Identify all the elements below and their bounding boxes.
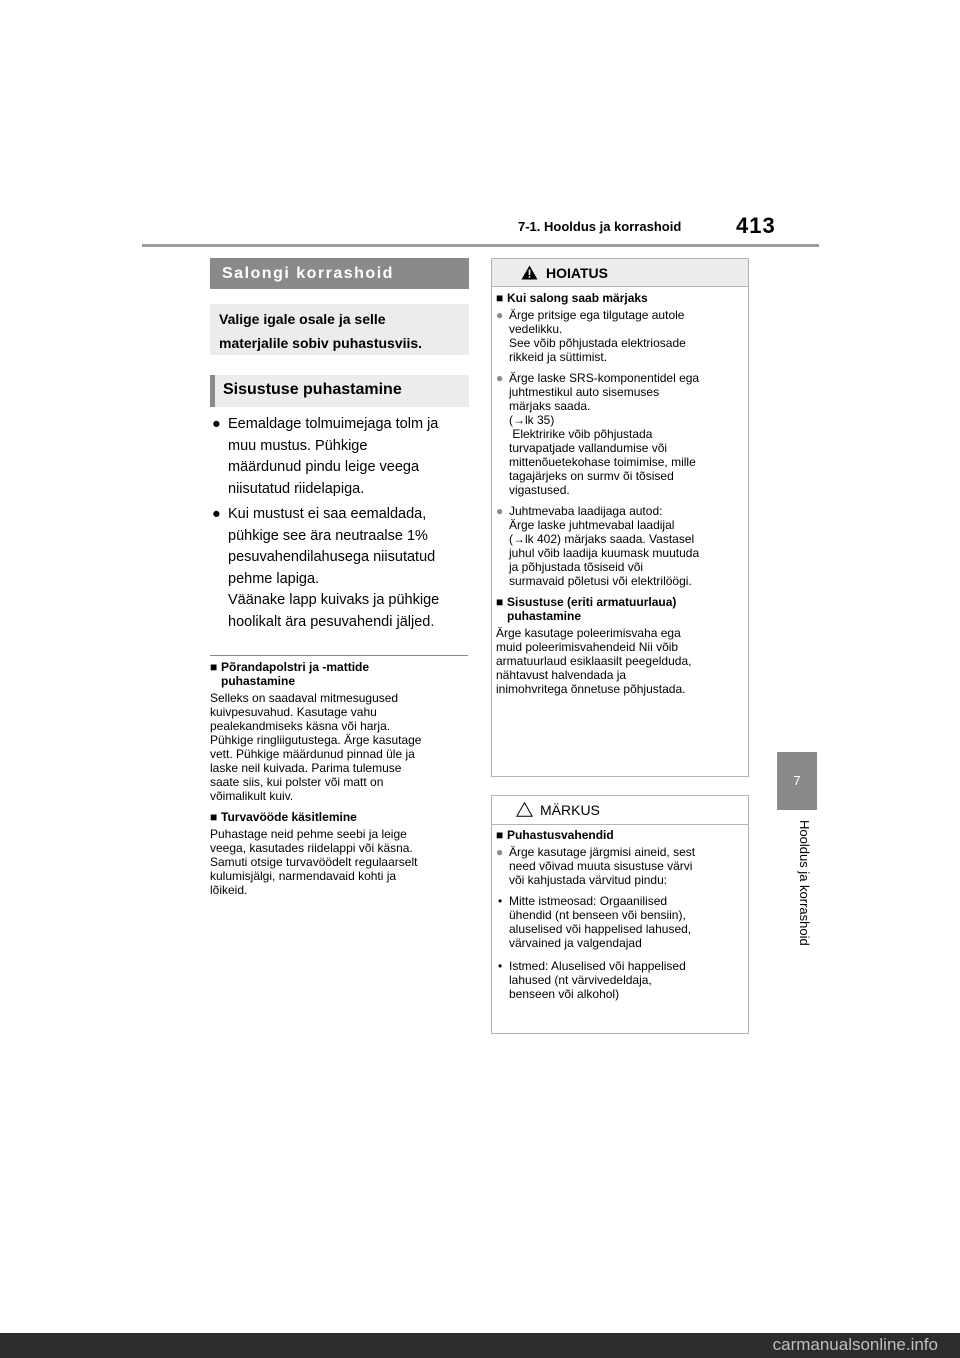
warning-line: See võib põhjustada elektriosade: [509, 336, 686, 350]
warning-line: surmavaid põletusi või elektrilöögi.: [509, 574, 692, 588]
warning-heading: [496, 595, 746, 623]
warning-line: juhtmestikul auto sisemuses: [509, 385, 660, 399]
bullet-list: [210, 414, 472, 637]
notice-item: [496, 845, 746, 887]
square-bullet-icon: ■: [496, 595, 504, 609]
note-line: lõikeid.: [210, 883, 248, 897]
square-bullet-icon: ■: [210, 810, 218, 824]
bullet-line: pesuvahendilahusega niisutatud: [228, 549, 436, 565]
bullet-line: Väänake lapp kuivaks ja pühkige: [228, 592, 440, 608]
notice-subitem: [496, 959, 746, 1001]
warning-line: (→lk 402) märjaks saada. Vastasel: [509, 532, 695, 546]
note-line: laske neil kuivada. Parima tulemuse: [210, 761, 402, 775]
warning-line: nähtavust halvendada ja: [496, 668, 627, 682]
notice-subitem: [496, 894, 746, 950]
warning-line: mittenõuetekohase toimimise, mille: [509, 455, 696, 469]
bullet-line: Kui mustust ei saa eemaldada,: [228, 506, 427, 522]
intro-box: [210, 304, 469, 355]
warning-paragraph: [496, 626, 746, 696]
note-body: [210, 691, 470, 803]
notice-line: ühendid (nt benseen või bensiin),: [509, 908, 686, 922]
note-line: Selleks on saadaval mitmesugused: [210, 691, 399, 705]
warning-line: Ärge kasutage poleerimisvaha ega: [496, 626, 681, 640]
note-line: võimalikult kuiv.: [210, 789, 294, 803]
section-header: 7-1. Hooldus ja korrashoid: [518, 219, 682, 234]
footer-watermark[interactable]: carmanualsonline.info: [772, 1335, 938, 1354]
notice-line: need võivad muuta sisustuse värvi: [509, 859, 693, 873]
warning-title-bar: [491, 258, 749, 287]
footer-bar: [0, 1333, 960, 1358]
subsection-title: Sisustuse puhastamine: [210, 375, 469, 407]
note-heading-line: puhastamine: [221, 674, 296, 688]
notice-heading: [496, 828, 746, 842]
notice-line: lahused (nt värvivedeldaja,: [509, 973, 652, 987]
warning-line: rikkeid ja süttimist.: [509, 350, 608, 364]
note-line: saate siis, kui polster või matt on: [210, 775, 384, 789]
note-heading-line: Turvavööde käsitlemine: [221, 810, 357, 824]
warning-item: [496, 504, 746, 588]
circle-bullet-icon: ●: [496, 504, 504, 518]
bullet-line: pehme lapiga.: [228, 570, 320, 587]
warning-line: Elektririke võib põhjustada: [509, 427, 653, 441]
note-line: pealekandmiseks käsna või harja.: [210, 719, 391, 733]
bullet-line: Eemaldage tolmuimejaga tolm ja: [228, 416, 439, 432]
warning-heading-line: Sisustuse (eriti armatuurlaua): [507, 595, 677, 609]
bullet-line: määrdunud pindu leige veega: [228, 459, 420, 475]
chapter-tab-label: [777, 820, 817, 980]
warning-heading-line: puhastamine: [507, 609, 582, 623]
warning-line: Juhtmevaba laadijaga autod:: [509, 504, 663, 518]
warning-line: inimohvritega õnnetuse põhjustada.: [496, 682, 686, 696]
square-bullet-icon: ■: [210, 660, 218, 674]
bullet-line: niisutatud riidelapiga.: [228, 480, 365, 497]
square-bullet-icon: ■: [496, 828, 504, 842]
square-bullet-icon: ■: [496, 291, 504, 305]
note-line: vett. Pühkige määrdunud pinnad üle ja: [210, 747, 415, 761]
header-divider: [142, 244, 819, 247]
warning-line: juhul võib laadija kuumask muutuda: [509, 546, 700, 560]
notice-triangle-icon: [516, 802, 533, 817]
bullet-line: muu mustus. Pühkige: [228, 437, 368, 454]
warning-line: Ärge laske juhtmevabal laadijal: [509, 518, 675, 532]
notice-body: [496, 828, 746, 1010]
note-heading: [210, 810, 470, 824]
bullet-line: pühkige see ära neutraalse 1%: [228, 527, 428, 544]
warning-item: [496, 371, 746, 497]
warning-line: Ärge laske SRS-komponentidel ega: [509, 371, 700, 385]
dot-bullet-icon: •: [498, 894, 503, 908]
notice-line: värvained ja valgendajad: [509, 936, 642, 950]
notes-divider: [210, 655, 468, 656]
bullet-item: [210, 414, 472, 500]
warning-heading-line: Kui salong saab märjaks: [507, 291, 648, 305]
note-line: veega, kasutades riidelappi või käsna.: [210, 841, 413, 855]
warning-line: (→lk 35): [509, 413, 555, 427]
warning-line: märjaks saada.: [509, 399, 591, 413]
warning-body: [496, 291, 746, 696]
notice-line: benseen või alkohol): [509, 987, 620, 1001]
intro-line: materjalile sobiv puhastusviis.: [219, 335, 423, 351]
warning-line: vigastused.: [509, 483, 570, 497]
chapter-tab-number: 7: [777, 752, 817, 810]
circle-bullet-icon: ●: [496, 845, 504, 859]
notice-title: MÄRKUS: [540, 802, 600, 818]
note-line: kulumisjälgi, narmendavaid kohti ja: [210, 869, 397, 883]
warning-line: tagajärjeks on surmv õi tõsised: [509, 469, 674, 483]
bullet-line: hoolikalt ära pesuvahendi jäljed.: [228, 613, 435, 630]
notice-line: või kahjustada värvitud pindu:: [509, 873, 668, 887]
note-heading-line: Põrandapolstri ja -mattide: [221, 660, 370, 674]
warning-heading: [496, 291, 746, 305]
bullet-dot-icon: ●: [212, 506, 221, 522]
note-body: [210, 827, 470, 897]
notice-line: Istmed: Aluselised või happelised: [509, 959, 686, 973]
note-line: Pühkige ringliigutustega. Ärge kasutage: [210, 733, 422, 747]
notice-line: aluselised või happelised lahused,: [509, 922, 692, 936]
dot-bullet-icon: •: [498, 959, 503, 973]
note-line: kuivpesuvahud. Kasutage vahu: [210, 705, 377, 719]
notice-line: Mitte istmeosad: Orgaanilised: [509, 894, 668, 908]
warning-title: HOIATUS: [546, 265, 608, 281]
warning-line: vedelikku.: [509, 322, 563, 336]
warning-line: muid poleerimisvahendeid Nii võib: [496, 640, 679, 654]
chapter-tab-label-text: Hooldus ja korrashoid: [797, 820, 812, 946]
circle-bullet-icon: ●: [496, 308, 504, 322]
note-line: Samuti otsige turvavöödelt regulaarselt: [210, 855, 418, 869]
intro-line: Valige igale osale ja selle: [219, 311, 386, 327]
warning-line: ja põhjustada tõsiseid või: [509, 560, 644, 574]
circle-bullet-icon: ●: [496, 371, 504, 385]
warning-line: turvapatjade vallandumise või: [509, 441, 668, 455]
page-number: 413: [736, 213, 776, 238]
notice-line: Ärge kasutage järgmisi aineid, sest: [509, 845, 696, 859]
warning-line: Ärge pritsige ega tilgutage autole: [509, 308, 685, 322]
warning-item: [496, 308, 746, 364]
section-title: Salongi korrashoid: [210, 258, 469, 289]
bullet-dot-icon: ●: [212, 416, 221, 432]
note-line: Puhastage neid pehme seebi ja leige: [210, 827, 407, 841]
warning-triangle-icon: [521, 265, 538, 280]
notice-title-bar: [491, 795, 749, 825]
bullet-item: [210, 504, 472, 633]
notice-heading-text: Puhastusvahendid: [507, 828, 614, 842]
notes-block: [210, 660, 470, 904]
note-heading: [210, 660, 470, 688]
warning-line: armatuurlaud esiklaasilt peegelduda,: [496, 654, 692, 668]
